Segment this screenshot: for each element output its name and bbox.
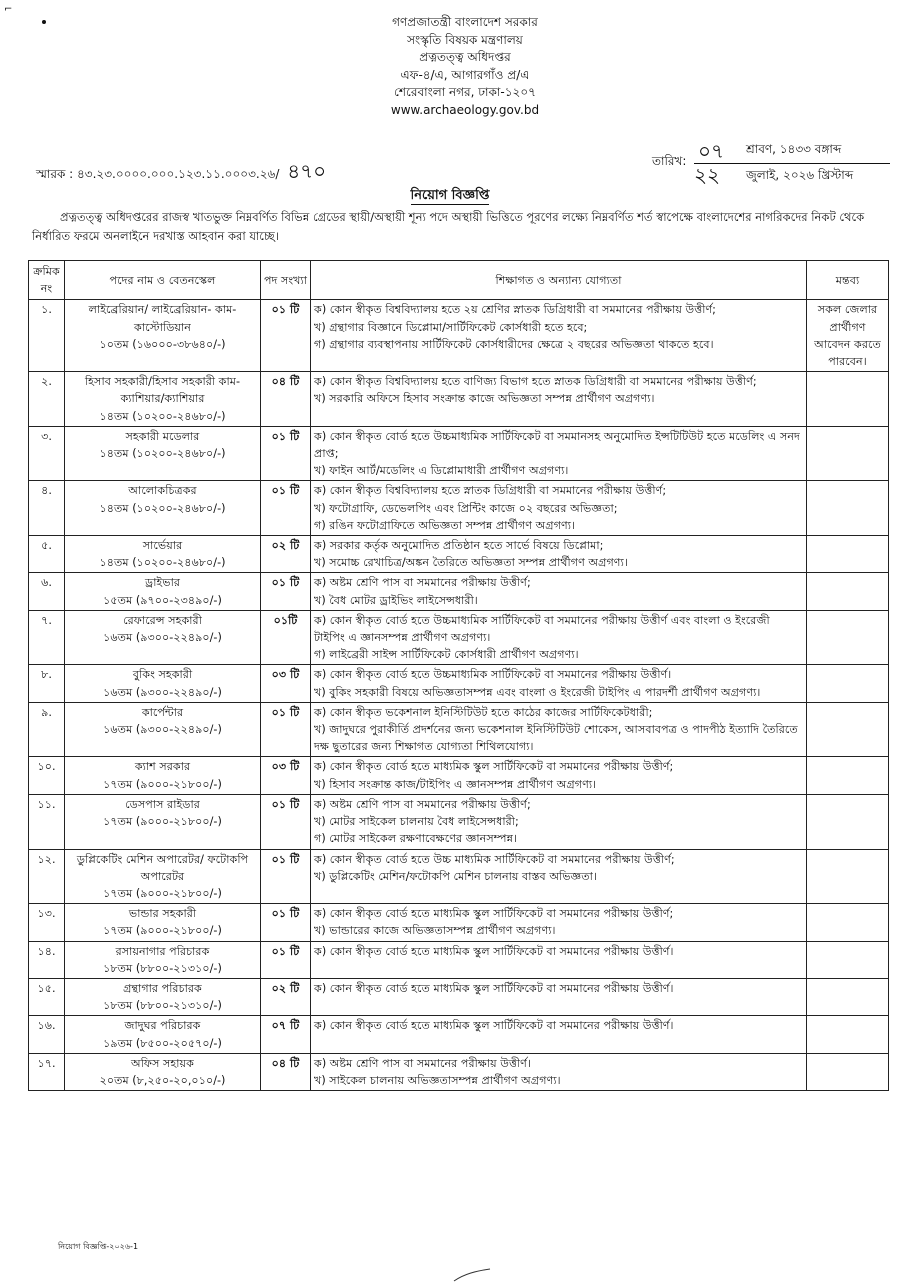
row-serial: ৯. [29,702,65,757]
qualification-item: ক) কোন স্বীকৃত বোর্ড হতে মাধ্যমিক স্কুল সার্টিফিকেট বা সমমানের পরীক্ষায় উত্তীর্ণ। [314,944,674,958]
english-month-year: জুলাই, ২০২৬ খ্রিস্টাব্দ [746,168,854,182]
table-row [29,372,889,427]
date-block [652,139,892,187]
row-qualification [311,1053,807,1090]
row-remarks-empty [807,978,889,1015]
qualification-item: গ) লাইব্রেরী সাইন্স সার্টিফিকেট কোর্সধারী প্রার্থীগণ অগ্রগণ্য। [314,648,579,662]
qualification-item: ক) কোন স্বীকৃত বোর্ড হতে উচ্চ মাধ্যমিক সার্টিফিকেট বা সমমানের পরীক্ষায় উত্তীর্ণ; [314,852,675,866]
qualification-item: ক) কোন স্বীকৃত বোর্ড হতে মাধ্যমিক স্কুল সার্টিফিকেট বা সমমানের পরীক্ষায় উত্তীর্ণ; [314,760,674,774]
row-post [65,426,261,481]
english-day: ২২ [694,163,721,187]
row-post [65,904,261,941]
table-row [29,794,889,849]
qualification-item: খ) সাইকেল চালনায় অভিজ্ঞতাসম্পন্ন প্রার্থীগণ অগ্রগণ্য। [314,1073,561,1087]
pay-scale: ১৪তম (১০২০০-২৪৬৮০/-) [99,447,226,461]
row-post [65,481,261,536]
row-serial: ১৪. [29,941,65,978]
qualification-item: গ) গ্রন্থাগার ব্যবস্থাপনায় সার্টিফিকেট কোর্সধারীদের ক্ষেত্রে ২ বছরের অভিজ্ঞতা থাকতে হবে। [314,337,714,351]
row-remarks: সকল জেলার প্রার্থীগণ আবেদন করতে পারবেন। [807,300,889,372]
row-post-count: ০১ টি [261,941,311,978]
bangla-day: ০৭ [698,139,725,163]
row-serial: ৮. [29,665,65,702]
qualification-item: খ) ফাইন আর্ট/মডেলিং এ ডিপ্লোমাধারী প্রার্থীগণ অগ্রগণ্য। [314,464,569,478]
post-name: রসায়নাগার পরিচারক [115,944,210,958]
post-name: ড্রাইভার [144,576,180,590]
row-qualification [311,849,807,904]
post-name: সহকারী মডেলার [125,429,200,443]
qualification-item: ক) কোন স্বীকৃত বোর্ড হতে উচ্চমাধ্যমিক সার্টিফিকেট বা সমমানসহ অনুমোদিত ইন্সটিটিউট হতে মডেলিং এ সনদ প্রাপ্ত; [314,429,800,461]
row-post-count: ০১ টি [261,573,311,610]
row-qualification [311,426,807,481]
header-government: গণপ্রজাতন্ত্রী বাংলাদেশ সরকার [392,15,538,29]
row-post [65,849,261,904]
row-serial: ১৩. [29,904,65,941]
row-post [65,1053,261,1090]
row-serial: ১৫. [29,978,65,1015]
row-qualification [311,610,807,665]
row-serial: ৪. [29,481,65,536]
notice-title [0,186,900,207]
qualification-item: ক) অষ্টম শ্রেণি পাস বা সমমানের পরীক্ষায় উত্তীর্ণ। [314,1056,531,1070]
table-row [29,573,889,610]
header-address-1: এফ-৪/এ, আগারগাঁও প্র/এ [400,67,530,82]
pay-scale: ২০তম (৮,২৫০-২০,০১০/-) [99,1073,226,1087]
row-remarks-empty [807,1053,889,1090]
table-row [29,1016,889,1053]
pay-scale: ১৭তম (৯০০০-২১৮০০/-) [103,886,222,900]
corner-dot [42,20,46,24]
post-name: ভান্ডার সহকারী [128,907,197,921]
qualification-item: খ) সরকারি অফিসে হিসাব সংক্রান্ত কাজে অভিজ্ঞতা সম্পন্ন প্রার্থীগণ অগ্রগণ্য। [314,392,655,406]
row-post [65,665,261,702]
row-serial: ৭. [29,610,65,665]
row-remarks-empty [807,610,889,665]
post-name: কার্পেন্টার [141,705,184,719]
table-row [29,849,889,904]
row-post-count: ০২ টি [261,978,311,1015]
row-post-count: ০১ টি [261,426,311,481]
table-row [29,426,889,481]
header-ministry: সংস্কৃতি বিষয়ক মন্ত্রণালয় [407,32,523,47]
pay-scale: ১৯তম (৮৫০০-২০৫৭০/-) [103,1036,222,1050]
row-post-count: ০১ টি [261,300,311,372]
qualification-item: ক) সরকার কর্তৃক অনুমোদিত প্রতিষ্ঠান হতে সার্ভে বিষয়ে ডিপ্লোমা; [314,539,604,553]
row-remarks-empty [807,573,889,610]
post-name: বুকিং সহকারী [132,668,193,682]
row-post [65,941,261,978]
post-name: অফিস সহায়ক [131,1056,194,1070]
table-row [29,978,889,1015]
date-divider [694,163,890,164]
qualification-item: খ) ফটোগ্রাফি, ডেভেলপিং এবং প্রিন্টিং কাজে ০২ বছরের অভিজ্ঞতা; [314,501,618,515]
row-post-count: ০১ টি [261,481,311,536]
row-qualification [311,904,807,941]
qualification-item: ক) কোন স্বীকৃত বিশ্ববিদ্যালয় হতে ২য় শ্রেণির স্নাতক ডিগ্রিধারী বা সমমানের পরীক্ষায় উত্তীর্ণ; [314,303,716,317]
pay-scale: ১৬তম (৯৩০০-২২৪৯০/-) [103,723,222,737]
row-post [65,1016,261,1053]
row-post [65,573,261,610]
row-serial: ২. [29,372,65,427]
qualification-item: খ) সমোচ্চ রেখাচিত্র/অঙ্কন তৈরিতে অভিজ্ঞতা সম্পন্ন প্রার্থীগণ অগ্রগণ্য। [314,556,628,570]
table-body [29,300,889,1091]
post-name: ক্যাশ সরকার [134,760,191,774]
corner-mark: ⌐ [4,4,13,15]
row-qualification [311,372,807,427]
row-post-count: ০১টি [261,610,311,665]
row-post [65,610,261,665]
table-row [29,941,889,978]
memo-text: স্মারক : ৪৩.২৩.০০০০.০০০.১২৩.১১.০০০৩.২৬/ [36,167,280,181]
row-serial: ১২. [29,849,65,904]
header-website: www.archaeology.gov.bd [390,102,540,117]
row-qualification [311,573,807,610]
row-qualification [311,665,807,702]
table-row [29,904,889,941]
pay-scale: ১৮তম (৮৮০০-২১৩১০/-) [103,961,222,975]
qualification-item: গ) রঙিন ফটোগ্রাফিতে অভিজ্ঞতা সম্পন্ন প্রার্থীগণ অগ্রগণ্য। [314,518,576,532]
bangla-month-year: শ্রাবণ, ১৪৩৩ বঙ্গাব্দ [746,142,842,156]
row-serial: ৬. [29,573,65,610]
header-address-2: শেরেবাংলা নগর, ঢাকা-১২০৭ [394,85,536,99]
table-header-row [29,261,889,300]
qualification-item: খ) ভান্ডারের কাজে অভিজ্ঞতাসম্পন্ন প্রার্থীগণ অগ্রগণ্য। [314,924,556,938]
post-name: সার্ভেয়ার [142,539,183,553]
qualification-item: খ) বৈধ মোটর ড্রাইভিং লাইসেন্সধারী। [314,593,478,607]
post-name: ডুপ্লিকেটিং মেশিন অপারেটর/ ফটোকপি অপারেটর [76,852,249,883]
row-qualification [311,941,807,978]
row-remarks-empty [807,849,889,904]
row-serial: ১১. [29,794,65,849]
row-post [65,757,261,794]
row-qualification [311,300,807,372]
row-post [65,300,261,372]
row-remarks-empty [807,941,889,978]
row-qualification [311,757,807,794]
table-row [29,300,889,372]
row-serial: ৩. [29,426,65,481]
post-name: লাইব্রেরিয়ান/ লাইব্রেরিয়ান- কাম- কাস্টোডিয়ান [88,303,237,334]
pay-scale: ১৭তম (৯০০০-২১৮০০/-) [103,777,222,791]
row-post-count: ০১ টি [261,849,311,904]
row-post [65,536,261,573]
pay-scale: ১৮তম (৮৮০০-২১৩১০/-) [103,999,222,1013]
pay-scale: ১৬তম (৯৩০০-২২৪৯০/-) [103,685,222,699]
row-qualification [311,536,807,573]
qualification-item: খ) ডুপ্লিকেটিং মেশিন/ফটোকপি মেশিন চালনায় বাস্তব অভিজ্ঞতা। [314,869,597,883]
row-post [65,978,261,1015]
row-serial: ১৬. [29,1016,65,1053]
qualification-item: ক) কোন স্বীকৃত বোর্ড হতে উচ্চমাধ্যমিক সার্টিফিকেট বা সমমানের পরীক্ষায় উত্তীর্ণ এবং বাংলা ও ইংরেজী টাইপিং এ জ্ঞানসম্পন্ন প্রার্থীগণ অগ্রগণ্য। [314,613,770,645]
header-post: পদের নাম ও বেতনস্কেল [65,261,261,300]
row-serial: ১. [29,300,65,372]
memo-number: ৪৭০ [287,159,327,183]
qualification-item: ক) কোন স্বীকৃত বিশ্ববিদ্যালয় হতে বাণিজ্য বিভাগ হতে স্নাতক ডিগ্রিধারী বা সমমানের পরীক্ষায় উত্তীর্ণ; [314,375,757,389]
date-label: তারিখ: [652,154,687,168]
row-qualification [311,481,807,536]
qualification-item: ক) কোন স্বীকৃত বিশ্ববিদ্যালয় হতে স্নাতক ডিগ্রিধারী বা সমমানের পরীক্ষায় উত্তীর্ণ; [314,484,667,498]
row-serial: ৫. [29,536,65,573]
table-row [29,1053,889,1090]
row-qualification [311,794,807,849]
row-post-count: ০২ টি [261,536,311,573]
row-qualification [311,1016,807,1053]
row-post-count: ০১ টি [261,794,311,849]
row-post-count: ০৭ টি [261,1016,311,1053]
row-qualification [311,702,807,757]
qualification-item: খ) বুকিং সহকারী বিষয়ে অভিজ্ঞতাসম্পন্ন এবং বাংলা ও ইংরেজী টাইপিং এ পারদর্শী প্রার্থীগণ অগ্রগণ্য। [314,685,761,699]
row-remarks-empty [807,665,889,702]
pay-scale: ১৪তম (১০২০০-২৪৬৮০/-) [99,556,226,570]
row-post-count: ০৩ টি [261,665,311,702]
pay-scale: ১৬তম (৯৩০০-২২৪৯০/-) [103,631,222,645]
table-row [29,665,889,702]
row-qualification [311,978,807,1015]
signature-stroke [452,1268,492,1282]
pay-scale: ১৪তম (১০২০০-২৪৬৮০/-) [99,501,226,515]
pay-scale: ১৪তম (১০২০০-২৪৬৮০/-) [99,409,226,423]
row-post-count: ০৩ টি [261,757,311,794]
row-post [65,702,261,757]
post-name: ডেসপাস রাইডার [125,797,200,811]
row-post [65,372,261,427]
header-qualification: শিক্ষাগত ও অন্যান্য যোগ্যতা [311,261,807,300]
table-row [29,702,889,757]
qualification-item: খ) গ্রন্থাগার বিজ্ঞানে ডিপ্লোমা/সার্টিফিকেট কোর্সধারী হতে হবে; [314,320,588,334]
post-name: হিসাব সহকারী/হিসাব সহকারী কাম-ক্যাশিয়ার/ক্যাশিয়ার [84,375,241,406]
qualification-item: খ) জাদুঘরে পুরাকীর্তি প্রদর্শনের জন্য ভকেশনাল ইনিস্টিটিউট শোকেস, আসবাবপত্র ও পাদপীঠ ইত্যাদি তৈরিতে দক্ষ ছুতারের জন্য শিক্ষাগত যোগ্যতা শিথিলযোগ্য। [314,723,798,754]
table-row [29,536,889,573]
row-post-count: ০১ টি [261,904,311,941]
row-post-count: ০১ টি [261,702,311,757]
table-row [29,757,889,794]
qualification-item: খ) হিসাব সংক্রান্ত কাজ/টাইপিং এ জ্ঞানসম্পন্ন প্রার্থীগণ অগ্রগণ্য। [314,777,597,791]
qualification-item: ক) কোন স্বীকৃত বোর্ড হতে মাধ্যমিক স্কুল সার্টিফিকেট বা সমমানের পরীক্ষায় উত্তীর্ণ। [314,981,674,995]
row-serial: ১০. [29,757,65,794]
row-remarks-empty [807,702,889,757]
row-remarks-empty [807,536,889,573]
row-post-count: ০৪ টি [261,372,311,427]
row-remarks-empty [807,794,889,849]
qualification-item: ক) অষ্টম শ্রেণি পাস বা সমমানের পরীক্ষায় উত্তীর্ণ; [314,797,531,811]
row-remarks-empty [807,1016,889,1053]
pay-scale: ১৭তম (৯০০০-২১৮০০/-) [103,815,222,829]
qualification-item: ক) কোন স্বীকৃত বোর্ড হতে মাধ্যমিক স্কুল সার্টিফিকেট বা সমমানের পরীক্ষায় উত্তীর্ণ। [314,1019,674,1033]
vacancy-table [28,260,889,1091]
table-row [29,610,889,665]
post-name: গ্রন্থাগার পরিচারক [123,981,202,995]
table-row [29,481,889,536]
header-department: প্রত্নতত্ত্ব অধিদপ্তর [419,50,511,64]
pay-scale: ১৫তম (৯৭০০-২৩৪৯০/-) [103,593,222,607]
qualification-item: গ) মোটর সাইকেল রক্ষণাবেক্ষণের জ্ঞানসম্পন্ন। [314,832,518,846]
header-count: পদ সংখ্যা [261,261,311,300]
header-remarks: মন্তব্য [807,261,889,300]
row-remarks-empty [807,372,889,427]
qualification-item: ক) কোন স্বীকৃত ভকেশনাল ইনিস্টিটিউট হতে কাঠের কাজের সার্টিফিকেটধারী; [314,705,653,719]
header-serial: ক্রমিক নং [29,261,65,300]
row-remarks-empty [807,904,889,941]
qualification-item: ক) অষ্টম শ্রেণি পাস বা সমমানের পরীক্ষায় উত্তীর্ণ; [314,576,531,590]
qualification-item: ক) কোন স্বীকৃত বোর্ড হতে মাধ্যমিক স্কুল সার্টিফিকেট বা সমমানের পরীক্ষায় উত্তীর্ণ; [314,907,674,921]
row-remarks-empty [807,481,889,536]
post-name: আলোকচিত্রকর [128,484,197,498]
row-post-count: ০৪ টি [261,1053,311,1090]
qualification-item: ক) কোন স্বীকৃত বোর্ড হতে উচ্চমাধ্যমিক সার্টিফিকেট বা সমমানের পরীক্ষায় উত্তীর্ণ। [314,668,672,682]
office-header [300,14,630,119]
pay-scale: ১০তম (১৬০০০-৩৮৬৪০/-) [99,337,226,351]
intro-paragraph: প্রত্নতত্ত্ব অধিদপ্তরের রাজস্ব খাতভুক্ত নিম্নবর্ণিত বিভিন্ন গ্রেডের স্থায়ী/অস্থায়ী শূন্য পদে অস্থায়ী ভিত্তিতে পূরণের লক্ষ্যে নিম্নবর্ণিত শর্ত স্বাপেক্ষে বাংলাদেশের নাগরিকদের নিকট থেকে নির্ধারিত ফরমে অনলাইনে দরখাস্ত আহবান করা যাচ্ছে। [32,210,865,243]
post-name: রেফারেন্স সহকারী [123,613,202,627]
qualification-item: খ) মোটর সাইকেল চালনায় বৈধ লাইসেন্সধারী; [314,815,519,829]
row-serial: ১৭. [29,1053,65,1090]
row-remarks-empty [807,757,889,794]
notice-title-text: নিয়োগ বিজ্ঞপ্তি [410,188,490,203]
row-remarks-empty [807,426,889,481]
post-name: জাদুঘর পরিচারক [124,1019,201,1033]
pay-scale: ১৭তম (৯০০০-২১৮০০/-) [103,924,222,938]
footer-code: নিয়োগ বিজ্ঞপ্তি-২০২৬-1 [58,1242,139,1251]
row-post [65,794,261,849]
